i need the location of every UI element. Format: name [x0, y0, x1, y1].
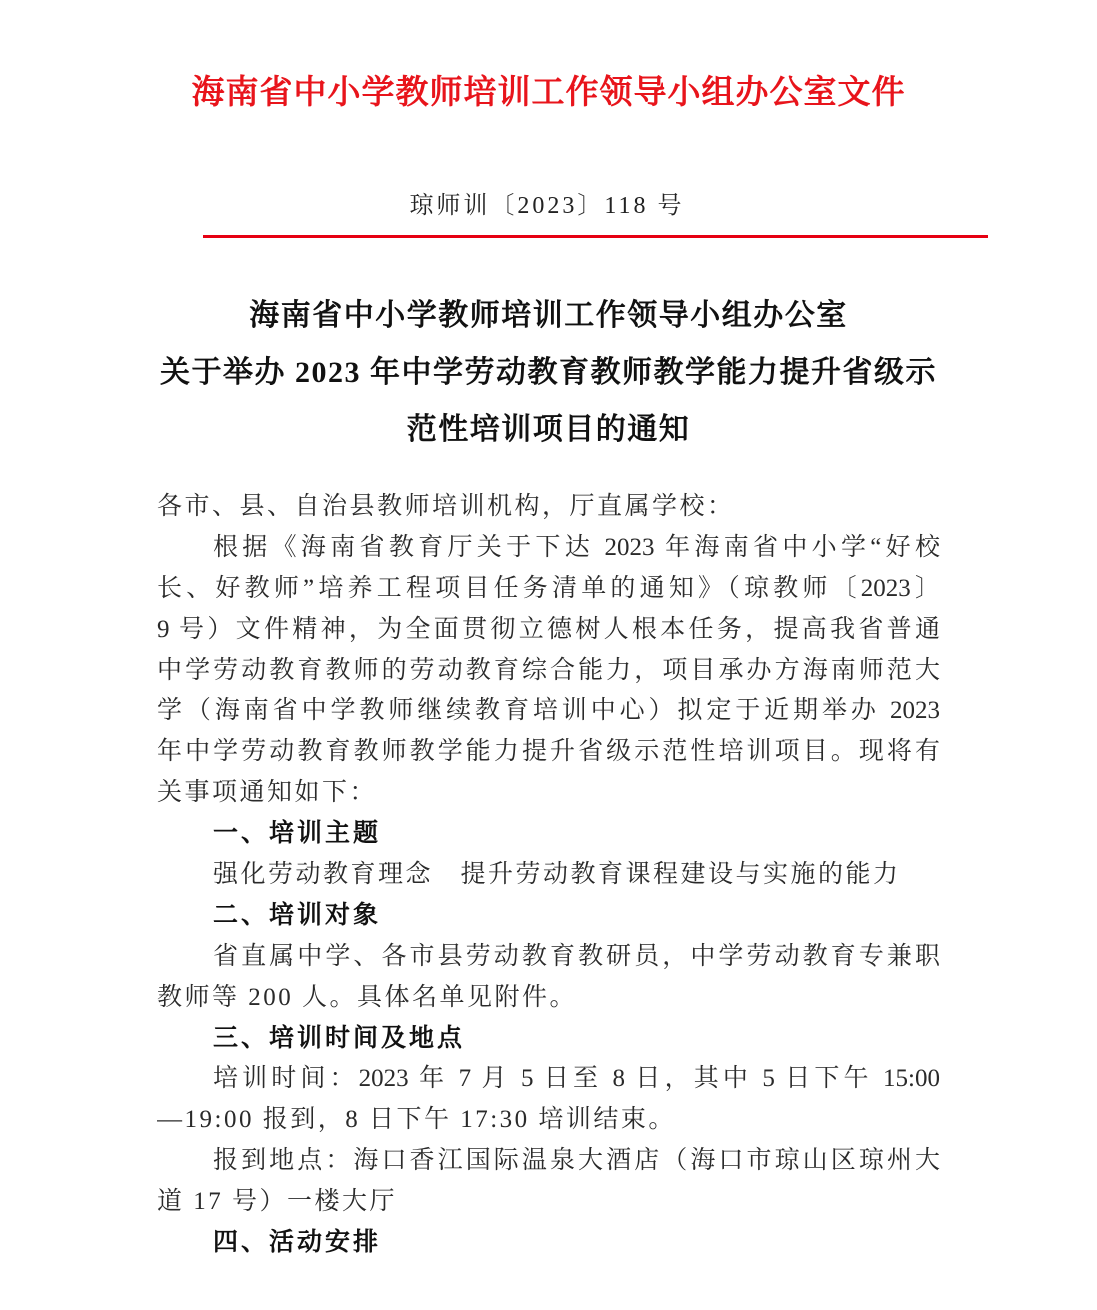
intro-line-3: 9 号）文件精神，为全面贯彻立德树人根本任务，提高我省普通	[157, 615, 940, 643]
section-theme-line-1: 强化劳动教育理念 提升劳动教育课程建设与实施的能力	[213, 861, 901, 889]
title-line-2: 关于举办 2023 年中学劳动教育教师教学能力提升省级示	[160, 356, 937, 389]
salutation: 各市、县、自治县教师培训机构，厅直属学校：	[157, 493, 735, 520]
title-line-1: 海南省中小学教师培训工作领导小组办公室	[249, 299, 848, 332]
section-place-line-1: 报到地点：海口香江国际温泉大酒店（海口市琼山区琼州大	[213, 1147, 940, 1175]
section-time-line-1: 培训时间：2023 年 7 月 5 日至 8 日，其中 5 日下午 15:00	[213, 1065, 940, 1093]
intro-line-2: 长、好教师”培养工程项目任务清单的通知》（琼教师〔2023〕	[157, 574, 940, 602]
document-number: 琼师训〔2023〕118 号	[409, 193, 685, 219]
notice-title	[0, 287, 1097, 458]
section-heading-theme: 一、培训主题	[213, 820, 382, 848]
red-divider-line	[203, 235, 988, 238]
intro-line-1: 根据《海南省教育厅关于下达 2023 年海南省中小学“好校	[213, 533, 940, 561]
section-place-line-2: 道 17 号）一楼大厅	[157, 1188, 398, 1216]
intro-line-5: 学（海南省中学教师继续教育培训中心）拟定于近期举办 2023	[157, 697, 940, 725]
section-participants-line-1: 省直属中学、各市县劳动教育教研员，中学劳动教育专兼职	[213, 942, 940, 970]
intro-line-4: 中学劳动教育教师的劳动教育综合能力，项目承办方海南师范大	[157, 656, 940, 684]
intro-line-6: 年中学劳动教育教师教学能力提升省级示范性培训项目。现将有	[157, 738, 940, 766]
section-heading-time-place: 三、培训时间及地点	[213, 1024, 466, 1052]
title-line-3: 范性培训项目的通知	[406, 413, 691, 446]
notice-body	[157, 487, 940, 1264]
section-time-line-2: —19:00 报到，8 日下午 17:30 培训结束。	[157, 1106, 676, 1134]
intro-line-7: 关事项通知如下：	[157, 779, 378, 807]
section-heading-participants: 二、培训对象	[213, 901, 382, 929]
section-heading-activities: 四、活动安排	[213, 1229, 382, 1257]
issuer-header: 海南省中小学教师培训工作领导小组办公室文件	[191, 75, 906, 111]
section-participants-line-2: 教师等 200 人。具体名单见附件。	[157, 983, 578, 1011]
